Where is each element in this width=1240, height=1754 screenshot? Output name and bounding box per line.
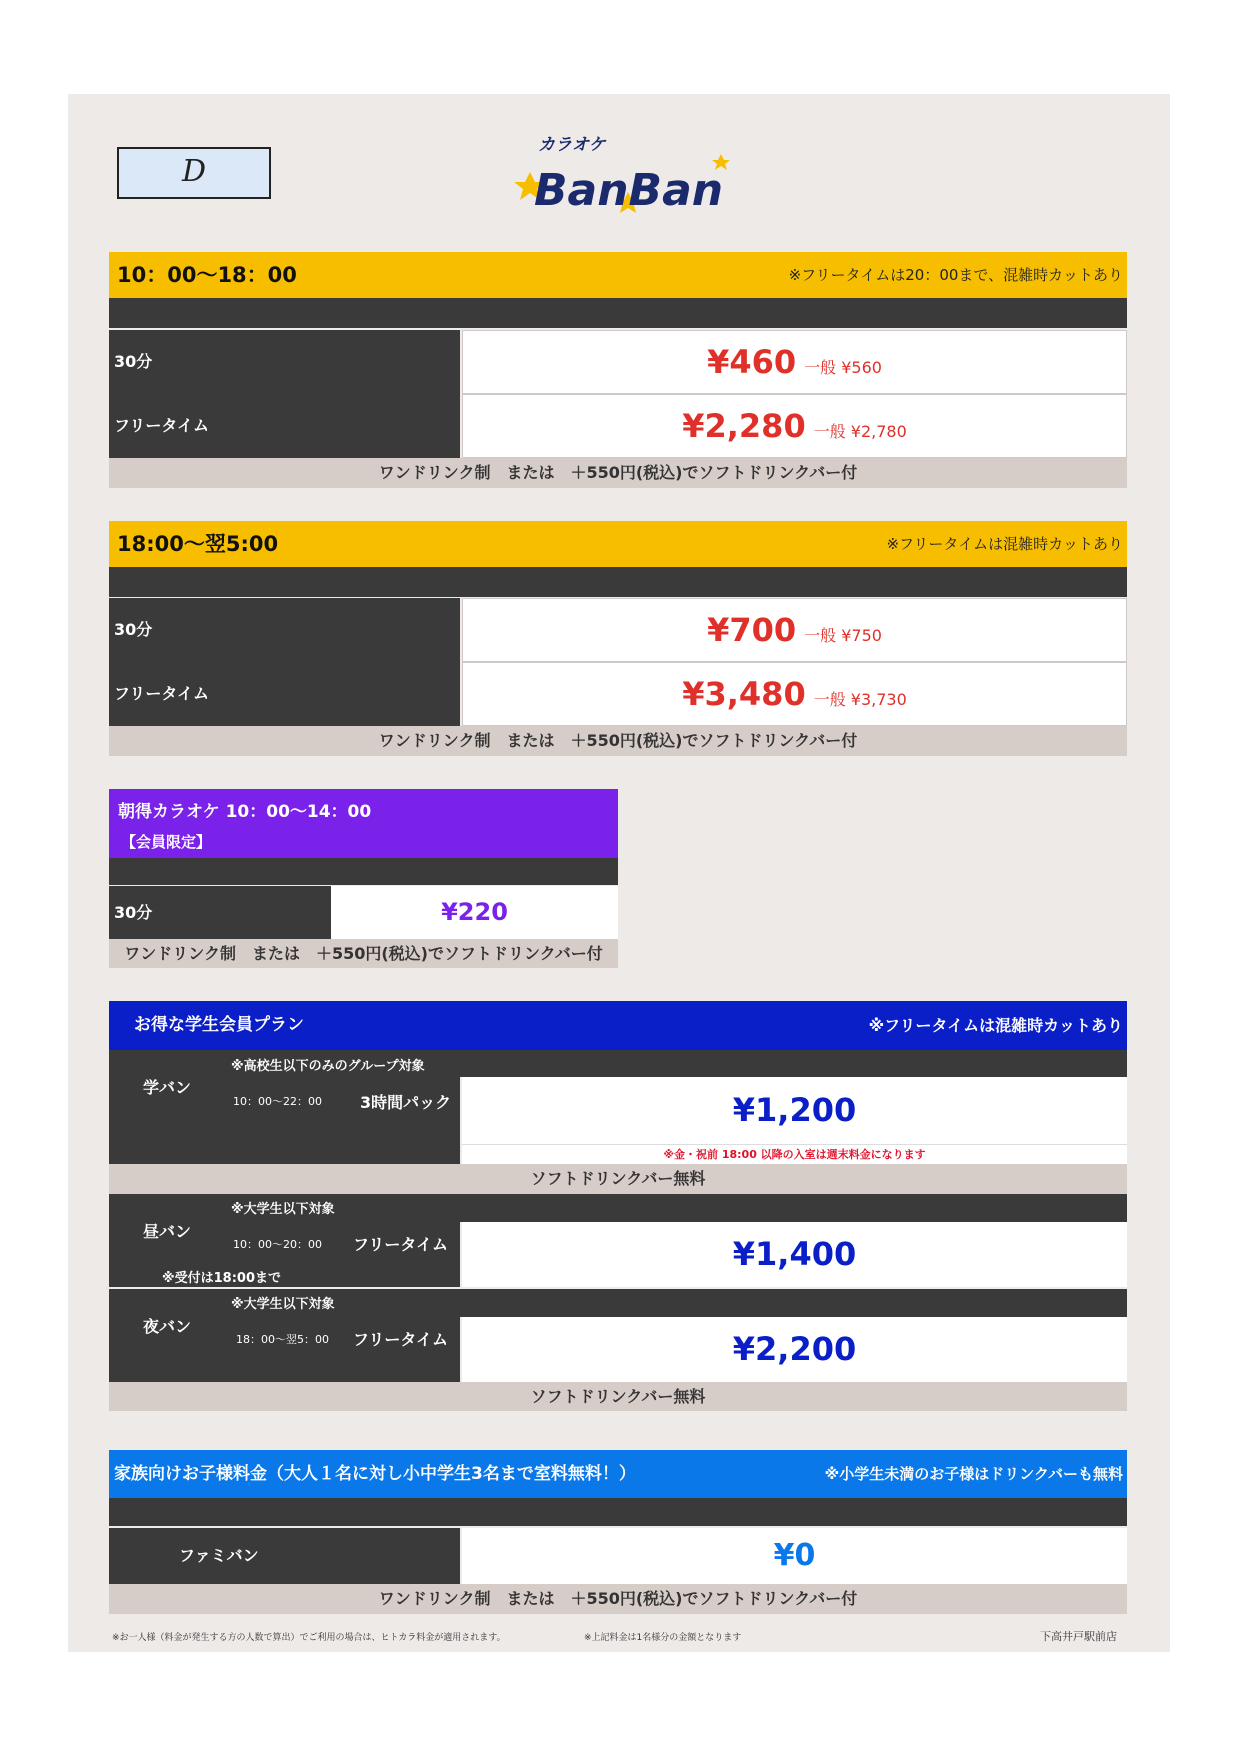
night-title: 18:00〜翌5:00 <box>117 532 279 556</box>
row-price: ¥460 一般 ¥560 <box>462 330 1127 394</box>
store-tag: D <box>117 147 271 199</box>
row-price: ¥700 一般 ¥750 <box>462 598 1127 662</box>
morning-row <box>109 886 618 939</box>
day-footer: ワンドリンク制 または ＋550円(税込)でソフトドリンクバー付 <box>109 458 1127 488</box>
gaku-target: ※高校生以下のみのグループ対象 <box>231 1059 425 1074</box>
family-title: 家族向けお子様料金（大人１名に対し小中学生3名まで室料無料！） <box>114 1464 636 1484</box>
bottom-note-2: ※上記料金は1名様分の金額となります <box>584 1633 742 1643</box>
student-header <box>109 1001 1127 1050</box>
family-footer: ワンドリンク制 または ＋550円(税込)でソフトドリンクバー付 <box>109 1584 1127 1614</box>
day-header <box>109 252 1127 298</box>
gaku-price: ¥1,200 <box>462 1077 1127 1144</box>
hiru-name: 昼バン <box>143 1222 192 1241</box>
morning-subtitle: 【会員限定】 <box>121 833 212 851</box>
morning-spacer <box>109 858 618 885</box>
student-footer-1: ソフトドリンクバー無料 <box>109 1164 1127 1194</box>
hiru-price: ¥1,400 <box>462 1222 1127 1287</box>
gaku-name: 学バン <box>143 1078 192 1097</box>
row-label: フリータイム <box>109 394 460 458</box>
row-label: 30分 <box>109 598 460 662</box>
hiru-hours: 10：00〜20：00 <box>233 1238 322 1251</box>
night-spacer <box>109 567 1127 597</box>
night-footer: ワンドリンク制 または ＋550円(税込)でソフトドリンクバー付 <box>109 726 1127 756</box>
yoru-plan: フリータイム <box>353 1330 449 1349</box>
hiru-reception: ※受付は18:00まで <box>162 1271 282 1286</box>
morning-title: 朝得カラオケ 10：00〜14：00 <box>118 802 372 822</box>
row-price: ¥0 <box>462 1528 1127 1584</box>
day-row-30min <box>109 330 1127 394</box>
night-note: ※フリータイムは混雑時カットあり <box>886 535 1123 553</box>
day-note: ※フリータイムは20：00まで、混雑時カットあり <box>788 266 1123 284</box>
bottom-note-1: ※お一人様（料金が発生する方の人数で算出）でご利用の場合は、ヒトカラ料金が適用されます。 <box>112 1633 506 1643</box>
logo-text: BanBan <box>534 165 724 216</box>
family-header <box>109 1450 1127 1498</box>
row-price: ¥3,480 一般 ¥3,730 <box>462 662 1127 726</box>
day-spacer <box>109 298 1127 328</box>
hiru-target: ※大学生以下対象 <box>231 1202 335 1217</box>
night-row-30min <box>109 598 1127 662</box>
morning-footer: ワンドリンク制 または ＋550円(税込)でソフトドリンクバー付 <box>109 939 618 968</box>
yoru-target: ※大学生以下対象 <box>231 1297 335 1312</box>
logo-graphic <box>508 130 734 222</box>
row-label: 30分 <box>109 330 460 394</box>
student-title: お得な学生会員プラン <box>134 1015 304 1035</box>
store-name: 下高井戸駅前店 <box>1040 1630 1117 1643</box>
banban-logo <box>508 130 734 222</box>
gaku-warning: ※金・祝前 18:00 以降の入室は週末料金になります <box>462 1144 1127 1164</box>
yoru-price: ¥2,200 <box>462 1317 1127 1382</box>
hiru-plan: フリータイム <box>353 1235 449 1254</box>
yoru-name: 夜バン <box>143 1317 192 1336</box>
family-row <box>109 1528 1127 1584</box>
family-spacer <box>109 1498 1127 1526</box>
row-label: フリータイム <box>109 662 460 726</box>
gaku-hours: 10：00〜22：00 <box>233 1095 322 1108</box>
student-footer-2: ソフトドリンクバー無料 <box>109 1382 1127 1411</box>
night-header <box>109 521 1127 567</box>
yoru-hours: 18：00〜翌5：00 <box>236 1333 329 1346</box>
row-price: ¥220 <box>331 886 618 939</box>
day-title: 10：00〜18：00 <box>117 263 297 287</box>
gaku-plan: 3時間パック <box>360 1093 452 1112</box>
logo-kana: カラオケ <box>538 135 606 155</box>
student-note: ※フリータイムは混雑時カットあり <box>868 1016 1123 1035</box>
morning-header <box>109 789 618 858</box>
family-note: ※小学生未満のお子様はドリンクバーも無料 <box>824 1465 1123 1483</box>
row-price: ¥2,280 一般 ¥2,780 <box>462 394 1127 458</box>
night-row-freetime <box>109 662 1127 726</box>
day-row-freetime <box>109 394 1127 458</box>
row-label: ファミバン <box>109 1528 460 1584</box>
row-label: 30分 <box>109 886 331 939</box>
